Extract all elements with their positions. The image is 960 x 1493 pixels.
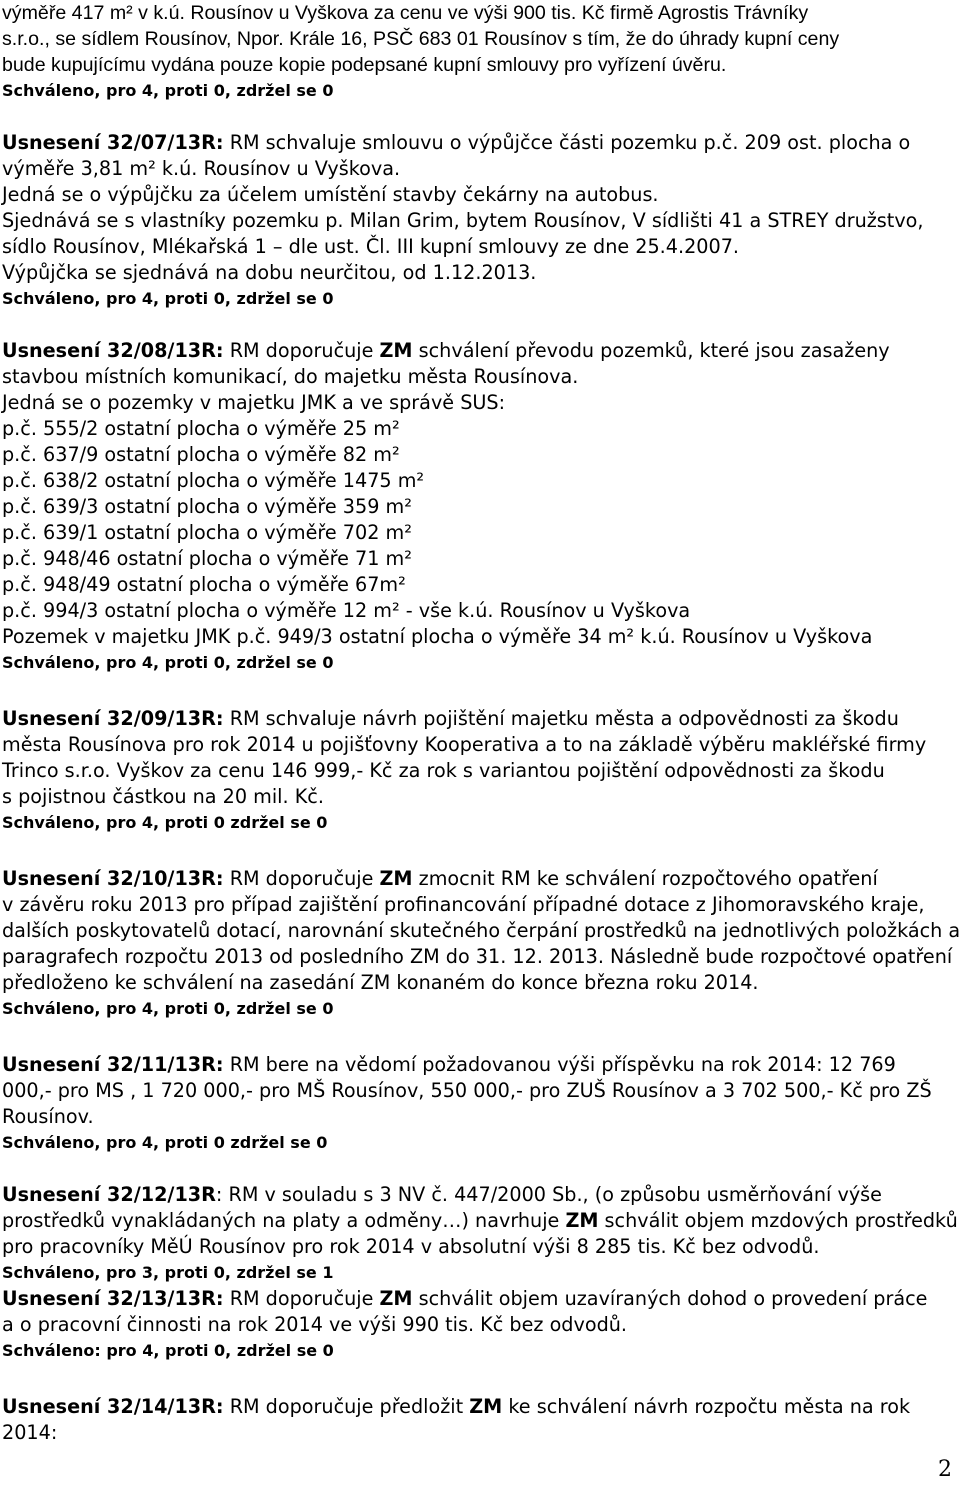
resolution-label: Usnesení 32/09/13R:: [2, 707, 224, 730]
page-number: 2: [938, 1457, 952, 1482]
vote-result: Schváleno, pro 4, proti 0 zdržel se 0: [2, 813, 328, 832]
text-line: předloženo ke schválení na zasedání ZM konaném do konce března roku 2014.: [2, 971, 759, 994]
text-line: Jedná se o výpůjčku za účelem umístění stavby čekárny na autobus.: [2, 183, 659, 206]
resolution-label: Usnesení 32/08/13R:: [2, 339, 224, 362]
resolution-label: Usnesení 32/10/13R:: [2, 867, 224, 890]
intro-paragraph: [2, 0, 954, 104]
text-span: schválení převodu pozemků, které jsou zasaženy: [412, 339, 890, 362]
zm-abbrev: ZM: [379, 339, 413, 362]
vote-result: Schváleno, pro 4, proti 0 zdržel se 0: [2, 1133, 328, 1152]
vote-result: Schváleno, pro 4, proti 0, zdržel se 0: [2, 999, 334, 1018]
parcel-line: p.č. 948/46 ostatní plocha o výměře 71 m²: [2, 547, 412, 570]
parcel-line: Pozemek v majetku JMK p.č. 949/3 ostatní plocha o výměře 34 m² k.ú. Rousínov u Vyškova: [2, 625, 873, 648]
text-line: a o pracovní činnosti na rok 2014 ve výši 990 tis. Kč bez odvodů.: [2, 1313, 628, 1336]
text-line: v závěru roku 2013 pro případ zajištění profinancování případné dotace z Jihomoravského kraje,: [2, 893, 925, 916]
text-line: Trinco s.r.o. Vyškov za cenu 146 999,- Kč za rok s variantou pojištění odpovědnosti za škodu: [2, 759, 885, 782]
text-span: schválit objem uzavíraných dohod o provedení práce: [412, 1287, 928, 1310]
text-line: Rousínov.: [2, 1105, 94, 1128]
text-line: stavbou místních komunikací, do majetku města Rousínova.: [2, 365, 579, 388]
text-line: paragrafech rozpočtu 2013 od posledního ZM do 31. 12. 2013. Následně bude rozpočtové opatření: [2, 945, 953, 968]
zm-abbrev: ZM: [379, 867, 413, 890]
parcel-line: p.č. 994/3 ostatní plocha o výměře 12 m² - vše k.ú. Rousínov u Vyškova: [2, 599, 691, 622]
parcel-line: p.č. 639/1 ostatní plocha o výměře 702 m²: [2, 521, 412, 544]
text-span: schválit objem mzdových prostředků: [598, 1209, 958, 1232]
zm-abbrev: ZM: [565, 1209, 599, 1232]
text-line: s pojistnou částkou na 20 mil. Kč.: [2, 785, 324, 808]
text-line: Sjednává se s vlastníky pozemku p. Milan Grim, bytem Rousínov, V sídlišti 41 a STREY družstvo,: [2, 209, 924, 232]
zm-abbrev: ZM: [469, 1395, 503, 1418]
resolution-label: Usnesení 32/11/13R:: [2, 1053, 224, 1076]
resolution-32-13: [2, 1286, 954, 1364]
text-line: pro pracovníky MěÚ Rousínov pro rok 2014 v absolutní výši 8 285 tis. Kč bez odvodů.: [2, 1235, 820, 1258]
vote-result: Schváleno: pro 4, proti 0, zdržel se 0: [2, 1341, 334, 1360]
text-line: RM schvaluje návrh pojištění majetku města a odpovědnosti za škodu: [223, 707, 899, 730]
resolution-label: Usnesení 32/12/13R: [2, 1183, 216, 1206]
resolution-32-14: [2, 1394, 954, 1446]
parcel-line: p.č. 637/9 ostatní plocha o výměře 82 m²: [2, 443, 400, 466]
text-line: RM bere na vědomí požadovanou výši příspěvku na rok 2014: 12 769: [223, 1053, 896, 1076]
text-line: bude kupujícímu vydána pouze kopie podepsané kupní smlouvy pro vyřízení úvěru.: [2, 54, 727, 76]
text-line: RM schvaluje smlouvu o výpůjčce části pozemku p.č. 209 ost. plocha o: [223, 131, 911, 154]
resolution-32-10: [2, 866, 960, 1022]
text-line: Jedná se o pozemky v majetku JMK a ve správě SUS:: [2, 391, 506, 414]
resolution-32-12: [2, 1182, 958, 1286]
vote-result: Schváleno, pro 4, proti 0, zdržel se 0: [2, 653, 334, 672]
text-span: zmocnit RM ke schválení rozpočtového opatření: [412, 867, 878, 890]
resolution-32-09: [2, 706, 954, 836]
resolution-32-07: [2, 130, 954, 312]
text-span: RM doporučuje: [223, 339, 380, 362]
text-line: 000,- pro MS , 1 720 000,- pro MŠ Rousínov, 550 000,- pro ZUŠ Rousínov a 3 702 500,- Kč pro ZŠ: [2, 1079, 932, 1102]
text-line: Výpůjčka se sjednává na dobu neurčitou, od 1.12.2013.: [2, 261, 537, 284]
text-line: dalších poskytovatelů dotací, narovnání skutečného čerpání prostředků na jednotlivých položkách a: [2, 919, 960, 942]
vote-result: Schváleno, pro 4, proti 0, zdržel se 0: [2, 81, 334, 100]
text-line: 2014:: [2, 1421, 58, 1444]
resolution-label: Usnesení 32/14/13R:: [2, 1395, 224, 1418]
text-span: ke schválení návrh rozpočtu města na rok: [502, 1395, 911, 1418]
text-span: RM doporučuje: [223, 1287, 380, 1310]
resolution-32-08: [2, 338, 954, 676]
document-page: [2, 0, 960, 1446]
text-span: RM doporučuje předložit: [223, 1395, 470, 1418]
zm-abbrev: ZM: [379, 1287, 413, 1310]
parcel-line: p.č. 555/2 ostatní plocha o výměře 25 m²: [2, 417, 400, 440]
resolution-32-11: [2, 1052, 954, 1156]
resolution-label: Usnesení 32/07/13R:: [2, 131, 224, 154]
parcel-line: p.č. 638/2 ostatní plocha o výměře 1475 m²: [2, 469, 425, 492]
parcel-line: p.č. 948/49 ostatní plocha o výměře 67m²: [2, 573, 406, 596]
text-line: města Rousínova pro rok 2014 u pojišťovny Kooperativa a to na základě výběru makléřské firmy: [2, 733, 927, 756]
text-span: RM v souladu s 3 NV č. 447/2000 Sb., (o způsobu usměrňování výše: [222, 1183, 882, 1206]
vote-result: Schváleno, pro 3, proti 0, zdržel se 1: [2, 1263, 334, 1282]
vote-result: Schváleno, pro 4, proti 0, zdržel se 0: [2, 289, 334, 308]
text-line: výměře 417 m² v k.ú. Rousínov u Vyškova za cenu ve výši 900 tis. Kč firmě Agrostis Trávníky: [2, 2, 809, 24]
text-line: s.r.o., se sídlem Rousínov, Npor. Krále 16, PSČ 683 01 Rousínov s tím, že do úhrady kupní ceny: [2, 28, 840, 50]
text-line: sídlo Rousínov, Mlékařská 1 – dle ust. Čl. III kupní smlouvy ze dne 25.4.2007.: [2, 235, 740, 258]
resolution-label: Usnesení 32/13/13R:: [2, 1287, 224, 1310]
text-line: výměře 3,81 m² k.ú. Rousínov u Vyškova.: [2, 157, 401, 180]
text-span: prostředků vynakládaných na platy a odměny…) navrhuje: [2, 1209, 566, 1232]
parcel-line: p.č. 639/3 ostatní plocha o výměře 359 m²: [2, 495, 412, 518]
text-span: RM doporučuje: [223, 867, 380, 890]
text-span: :: [215, 1183, 223, 1206]
